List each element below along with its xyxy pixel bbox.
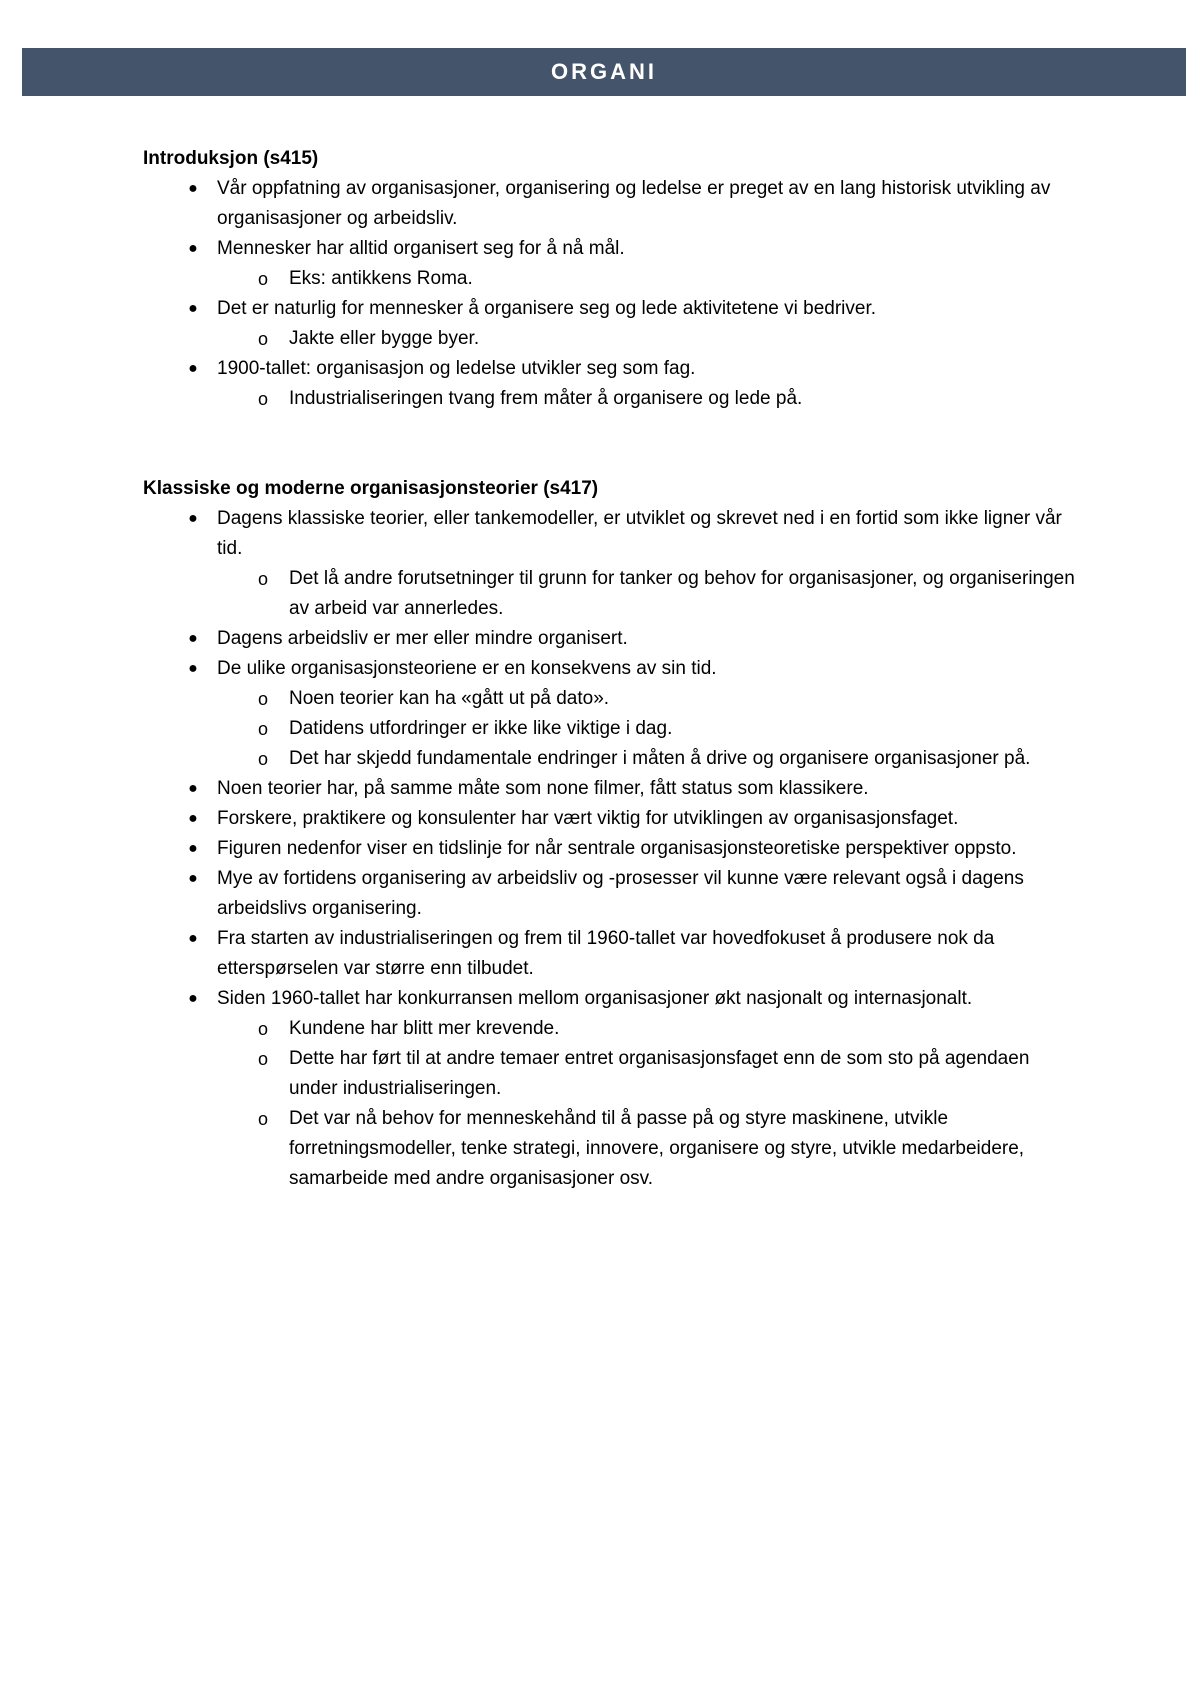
list-item-text: Fra starten av industrialiseringen og frem til 1960-tallet var hovedfokuset å produsere nok da etterspørselen var større enn tilbudet. bbox=[217, 928, 995, 979]
section-introduksjon bbox=[143, 144, 1083, 414]
bullet-circle-icon: o bbox=[257, 389, 268, 409]
bullet-circle-icon: o bbox=[257, 749, 268, 769]
section-heading: Introduksjon (s415) bbox=[143, 148, 319, 169]
list-item-text: De ulike organisasjonsteoriene er en konsekvens av sin tid. bbox=[217, 658, 717, 679]
bullet-dot-icon: ● bbox=[188, 930, 198, 947]
list-item bbox=[143, 234, 1083, 294]
bullet-dot-icon: ● bbox=[188, 300, 198, 317]
bullet-dot-icon: ● bbox=[188, 840, 198, 857]
list-item bbox=[143, 864, 1083, 924]
list-item bbox=[143, 354, 1083, 414]
list-item bbox=[143, 654, 1083, 774]
bullet-dot-icon: ● bbox=[188, 810, 198, 827]
bullet-circle-icon: o bbox=[257, 1109, 268, 1129]
list-item-text: 1900-tallet: organisasjon og ledelse utvikler seg som fag. bbox=[217, 358, 696, 379]
sub-bullet-list bbox=[217, 564, 1083, 624]
bullet-circle-icon: o bbox=[257, 689, 268, 709]
sub-bullet-list bbox=[217, 384, 1083, 414]
sub-list-item-text: Datidens utfordringer er ikke like viktige i dag. bbox=[289, 718, 673, 739]
bullet-circle-icon: o bbox=[257, 329, 268, 349]
sub-list-item bbox=[143, 1014, 1083, 1044]
section-klassiske-teorier bbox=[143, 474, 1083, 1194]
sub-list-item-text: Industrialiseringen tvang frem måter å organisere og lede på. bbox=[289, 388, 803, 409]
sub-bullet-list bbox=[217, 684, 1083, 774]
sub-list-item-text: Jakte eller bygge byer. bbox=[289, 328, 480, 349]
bullet-list bbox=[143, 504, 1083, 1194]
sub-list-item-text: Noen teorier kan ha «gått ut på dato». bbox=[289, 688, 610, 709]
bullet-circle-icon: o bbox=[257, 719, 268, 739]
bullet-dot-icon: ● bbox=[188, 990, 198, 1007]
header-bar bbox=[22, 48, 1186, 96]
list-item bbox=[143, 174, 1083, 234]
section-heading: Klassiske og moderne organisasjonsteorier (s417) bbox=[143, 478, 599, 499]
sub-list-item-text: Det var nå behov for menneskehånd til å passe på og styre maskinene, utvikle forretningsmodeller, tenke strategi, innovere, organisere og styre, utvikle medarbeidere, samarbeide med andre organisasjoner osv. bbox=[289, 1108, 1025, 1189]
bullet-dot-icon: ● bbox=[188, 240, 198, 257]
sub-list-item bbox=[143, 1104, 1083, 1194]
sub-list-item bbox=[143, 744, 1083, 774]
list-item-text: Forskere, praktikere og konsulenter har vært viktig for utviklingen av organisasjonsfaget. bbox=[217, 808, 959, 829]
list-item-text: Figuren nedenfor viser en tidslinje for når sentrale organisasjonsteoretiske perspektiver oppsto. bbox=[217, 838, 1017, 859]
bullet-dot-icon: ● bbox=[188, 870, 198, 887]
sub-bullet-list bbox=[217, 324, 1083, 354]
bullet-circle-icon: o bbox=[257, 269, 268, 289]
list-item bbox=[143, 774, 1083, 804]
sub-bullet-list bbox=[217, 264, 1083, 294]
bullet-dot-icon: ● bbox=[188, 630, 198, 647]
bullet-circle-icon: o bbox=[257, 1049, 268, 1069]
sub-list-item bbox=[143, 684, 1083, 714]
bullet-circle-icon: o bbox=[257, 569, 268, 589]
sub-list-item bbox=[143, 714, 1083, 744]
bullet-circle-icon: o bbox=[257, 1019, 268, 1039]
bullet-list bbox=[143, 174, 1083, 414]
sub-list-item bbox=[143, 264, 1083, 294]
sub-list-item-text: Det lå andre forutsetninger til grunn for tanker og behov for organisasjoner, og organiseringen av arbeid var annerledes. bbox=[289, 568, 1075, 619]
list-item-text: Dagens arbeidsliv er mer eller mindre organisert. bbox=[217, 628, 628, 649]
bullet-dot-icon: ● bbox=[188, 510, 198, 527]
sub-list-item bbox=[143, 324, 1083, 354]
sub-list-item bbox=[143, 564, 1083, 624]
sub-list-item-text: Kundene har blitt mer krevende. bbox=[289, 1018, 560, 1039]
list-item bbox=[143, 804, 1083, 834]
list-item bbox=[143, 834, 1083, 864]
list-item-text: Det er naturlig for mennesker å organisere seg og lede aktivitetene vi bedriver. bbox=[217, 298, 877, 319]
sub-list-item-text: Det har skjedd fundamentale endringer i måten å drive og organisere organisasjoner på. bbox=[289, 748, 1031, 769]
list-item bbox=[143, 624, 1083, 654]
bullet-dot-icon: ● bbox=[188, 360, 198, 377]
list-item bbox=[143, 924, 1083, 984]
list-item bbox=[143, 504, 1083, 624]
list-item-text: Vår oppfatning av organisasjoner, organisering og ledelse er preget av en lang historisk utvikling av organisasjoner og arbeidsliv. bbox=[217, 178, 1051, 229]
list-item-text: Mye av fortidens organisering av arbeidsliv og -prosesser vil kunne være relevant også i dagens arbeidslivs organisering. bbox=[217, 868, 1024, 919]
list-item-text: Siden 1960-tallet har konkurransen mellom organisasjoner økt nasjonalt og internasjonalt. bbox=[217, 988, 973, 1009]
bullet-dot-icon: ● bbox=[188, 180, 198, 197]
bullet-dot-icon: ● bbox=[188, 660, 198, 677]
bullet-dot-icon: ● bbox=[188, 780, 198, 797]
document-title: ORGANI bbox=[551, 59, 657, 84]
list-item bbox=[143, 294, 1083, 354]
sub-list-item-text: Dette har ført til at andre temaer entret organisasjonsfaget enn de som sto på agendaen under industrialiseringen. bbox=[289, 1048, 1030, 1099]
list-item-text: Dagens klassiske teorier, eller tankemodeller, er utviklet og skrevet ned i en fortid som ikke ligner vår tid. bbox=[217, 508, 1062, 559]
sub-list-item bbox=[143, 384, 1083, 414]
list-item-text: Mennesker har alltid organisert seg for å nå mål. bbox=[217, 238, 625, 259]
sub-bullet-list bbox=[217, 1014, 1083, 1194]
list-item-text: Noen teorier har, på samme måte som none filmer, fått status som klassikere. bbox=[217, 778, 869, 799]
list-item bbox=[143, 984, 1083, 1194]
sub-list-item bbox=[143, 1044, 1083, 1104]
sub-list-item-text: Eks: antikkens Roma. bbox=[289, 268, 473, 289]
